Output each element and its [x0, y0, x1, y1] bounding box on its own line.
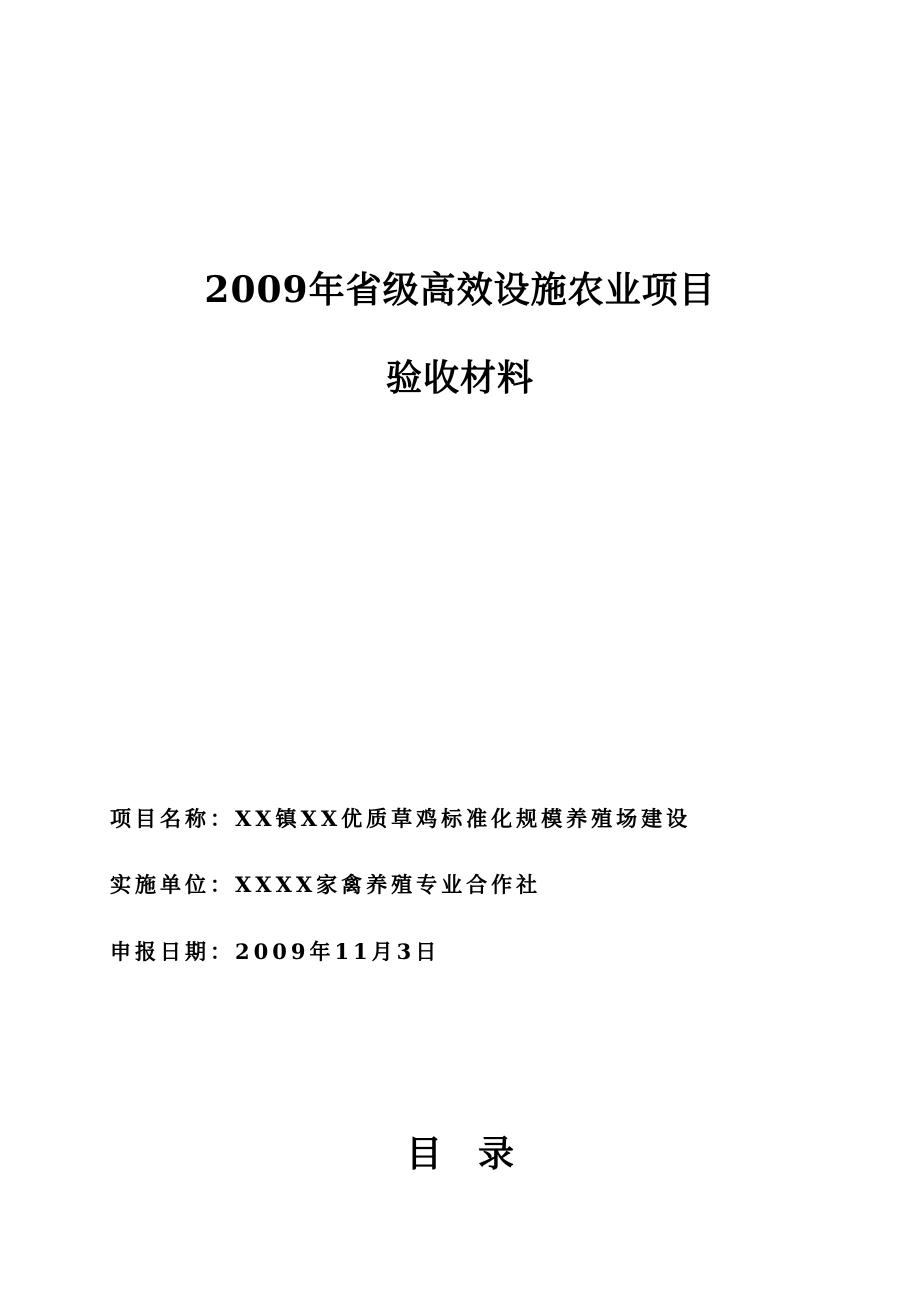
document-title-line1: 2009年省级高效设施农业项目: [204, 269, 716, 311]
implementer-row: [110, 869, 890, 901]
report-date-value: 2009年11月3日: [235, 939, 441, 964]
implementer-label: 实施单位：: [110, 872, 235, 897]
report-date-label: 申报日期：: [110, 939, 235, 964]
project-name-value: XX镇XX优质草鸡标准化规模养殖场建设: [235, 806, 692, 831]
report-date-row: [110, 936, 890, 968]
implementer-value: XXXX家禽养殖专业合作社: [235, 872, 542, 897]
document-title-line2: 验收材料: [385, 357, 534, 399]
table-of-contents-heading: 目录: [405, 1133, 550, 1175]
project-name-row: [110, 803, 890, 835]
project-name-label: 项目名称：: [110, 806, 235, 831]
